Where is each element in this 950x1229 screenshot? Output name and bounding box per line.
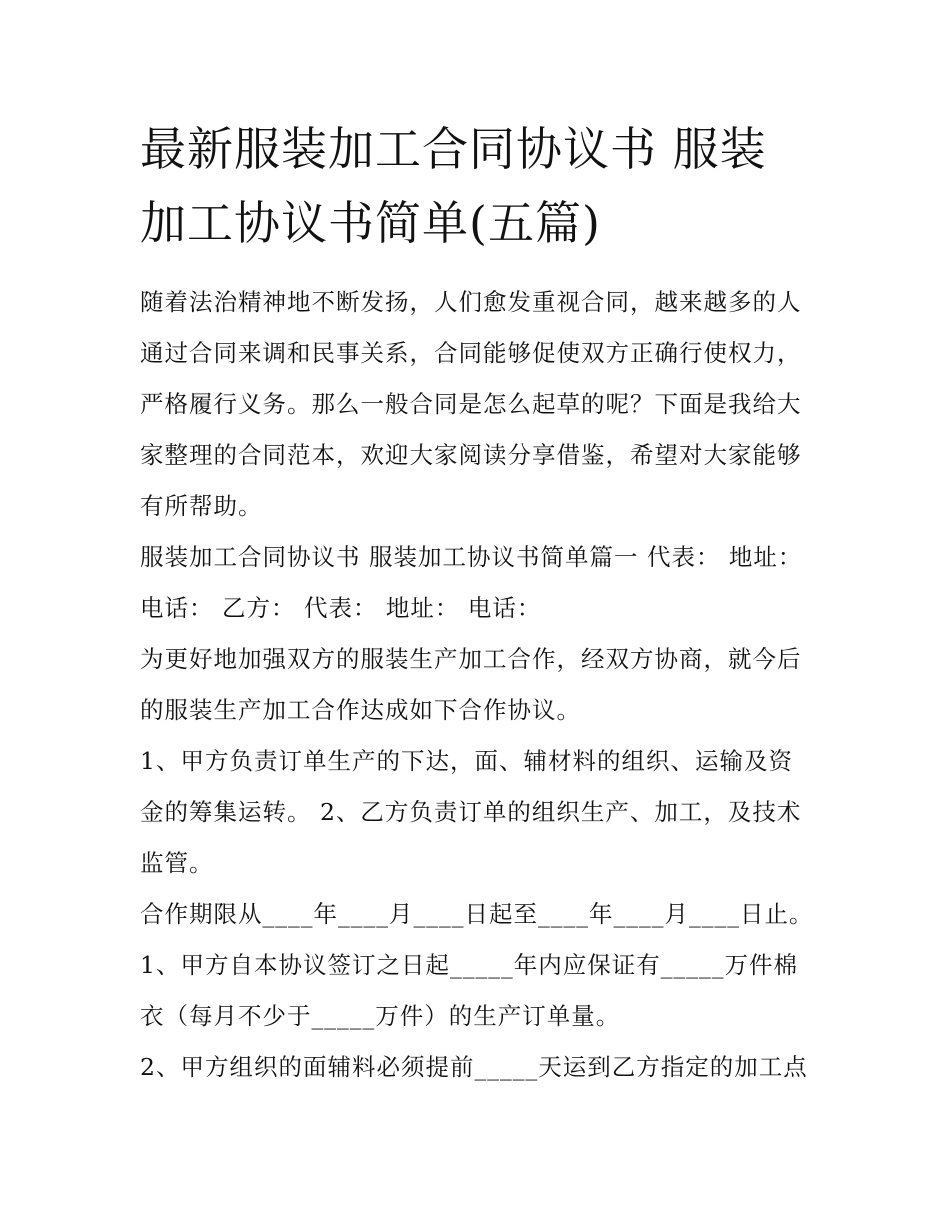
intro-paragraph	[140, 277, 820, 532]
text-line: 家整理的合同范本，欢迎大家阅读分享借鉴，希望对大家能够	[140, 441, 802, 469]
clause-2-paragraph	[140, 1042, 820, 1093]
term-paragraph	[140, 889, 820, 940]
text-line: 衣（每月不少于_____万件）的生产订单量。	[140, 1002, 621, 1030]
party-info-paragraph	[140, 532, 820, 634]
text-line: 通过合同来调和民事关系，合同能够促使双方正确行使权力，	[140, 339, 802, 367]
document-title	[140, 112, 820, 260]
title-line: 最新服装加工合同协议书 服装	[140, 122, 767, 176]
title-line: 加工协议书简单(五篇)	[140, 196, 601, 250]
responsibilities-paragraph	[140, 736, 820, 889]
text-line: 随着法治精神地不断发扬，人们愈发重视合同，越来越多的人	[140, 288, 802, 316]
text-line: 为更好地加强双方的服装生产加工合作，经双方协商，就今后	[140, 645, 802, 673]
text-line: 2、甲方组织的面辅料必须提前_____天运到乙方指定的加工点	[140, 1053, 808, 1081]
text-line: 合作期限从____年____月____日起至____年____月____日止。	[140, 900, 814, 928]
text-line: 1、甲方自本协议签订之日起_____年内应保证有_____万件棉	[140, 951, 798, 979]
text-line: 监管。	[140, 849, 214, 877]
document-body	[140, 277, 820, 1093]
text-line: 电话： 乙方： 代表： 地址： 电话：	[140, 594, 542, 622]
text-line: 服装加工合同协议书 服装加工协议书简单篇一 代表： 地址：	[140, 543, 803, 571]
text-line: 的服装生产加工合作达成如下合作协议。	[140, 696, 581, 724]
purpose-paragraph	[140, 634, 820, 736]
clause-1-paragraph	[140, 940, 820, 1042]
text-line: 金的筹集运转。 2、乙方负责订单的组织生产、加工，及技术	[140, 798, 802, 826]
text-line: 有所帮助。	[140, 492, 263, 520]
text-line: 1、甲方负责订单生产的下达，面、辅材料的组织、运输及资	[140, 747, 793, 775]
text-line: 严格履行义务。那么一般合同是怎么起草的呢？下面是我给大	[140, 390, 802, 418]
